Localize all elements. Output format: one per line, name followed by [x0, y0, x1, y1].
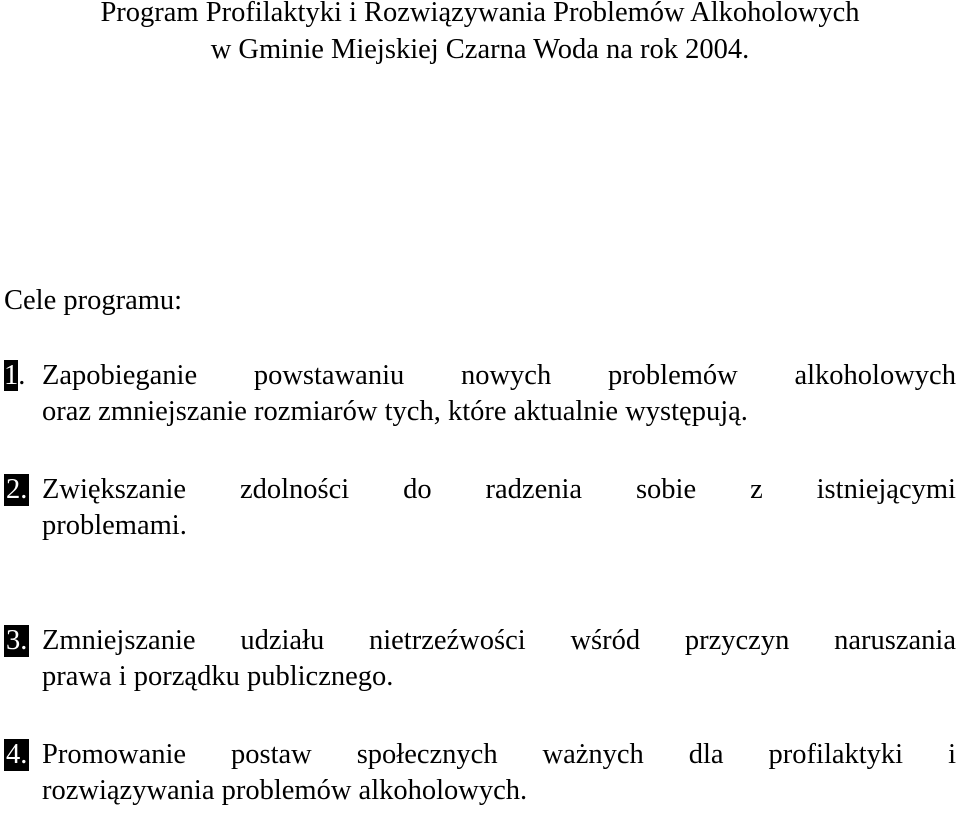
goal-1-line-2: oraz zmniejszanie rozmiarów tych, które aktualnie występują. [42, 396, 748, 427]
goal-3-word: naruszania [834, 625, 956, 656]
goal-4-word: Promowanie [42, 739, 187, 770]
goal-2-word: do [403, 474, 432, 505]
goal-1-word: powstawaniu [253, 360, 405, 391]
goal-1-number-highlight: 1 [4, 360, 19, 391]
goal-3-word: nietrzeźwości [368, 625, 526, 656]
goal-4-word: społecznych [356, 739, 498, 770]
goal-4-word: dla [688, 739, 724, 770]
goal-2-word: sobie [635, 474, 697, 505]
goal-1-word: Zapobieganie [42, 360, 198, 391]
goal-4-word: ważnych [542, 739, 644, 770]
goal-4-line-2: rozwiązywania problemów alkoholowych. [42, 775, 528, 806]
goal-2-word: Zwiększanie [42, 474, 187, 505]
goal-2-number: 2. [6, 474, 28, 505]
goal-3-line-2: prawa i porządku publicznego. [42, 661, 394, 692]
goal-3-word: Zmniejszanie [42, 625, 196, 656]
goal-item-3 [4, 623, 956, 695]
goal-2-word: z [750, 474, 763, 505]
goal-4-number: 4. [6, 739, 28, 770]
goal-4-word: profilaktyki [768, 739, 904, 770]
goal-3-word: wśród [570, 625, 641, 656]
goal-3-word: udziału [240, 625, 325, 656]
goal-1-line-1 [4, 358, 956, 394]
goal-1-word: nowych [460, 360, 552, 391]
goal-4-word: postaw [231, 739, 312, 770]
goal-4-word: i [948, 739, 956, 770]
goal-2-line-1 [4, 472, 956, 508]
goal-3-line-1 [4, 623, 956, 659]
goal-3-word: przyczyn [684, 625, 790, 656]
section-label-goals: Cele programu: [4, 285, 183, 316]
goal-4-line-1 [4, 737, 956, 773]
goal-item-1 [4, 358, 956, 430]
goal-2-word: zdolności [239, 474, 350, 505]
goal-1-number [4, 360, 25, 392]
document-title-line-2: w Gminie Miejskiej Czarna Woda na rok 2004. [210, 34, 750, 65]
goal-1-number-suffix: . [18, 360, 26, 391]
document-title [0, 0, 960, 68]
goal-1-word: problemów [607, 360, 738, 391]
document-title-line-1: Program Profilaktyki i Rozwiązywania Problemów Alkoholowych [100, 0, 860, 28]
goal-2-word: istniejącymi [816, 474, 956, 505]
goal-3-number: 3. [6, 625, 28, 656]
goal-1-word: alkoholowych [794, 360, 956, 391]
goal-2-line-2: problemami. [42, 510, 187, 541]
goal-item-2 [4, 472, 956, 544]
goal-2-word: radzenia [485, 474, 583, 505]
goal-item-4 [4, 737, 956, 809]
